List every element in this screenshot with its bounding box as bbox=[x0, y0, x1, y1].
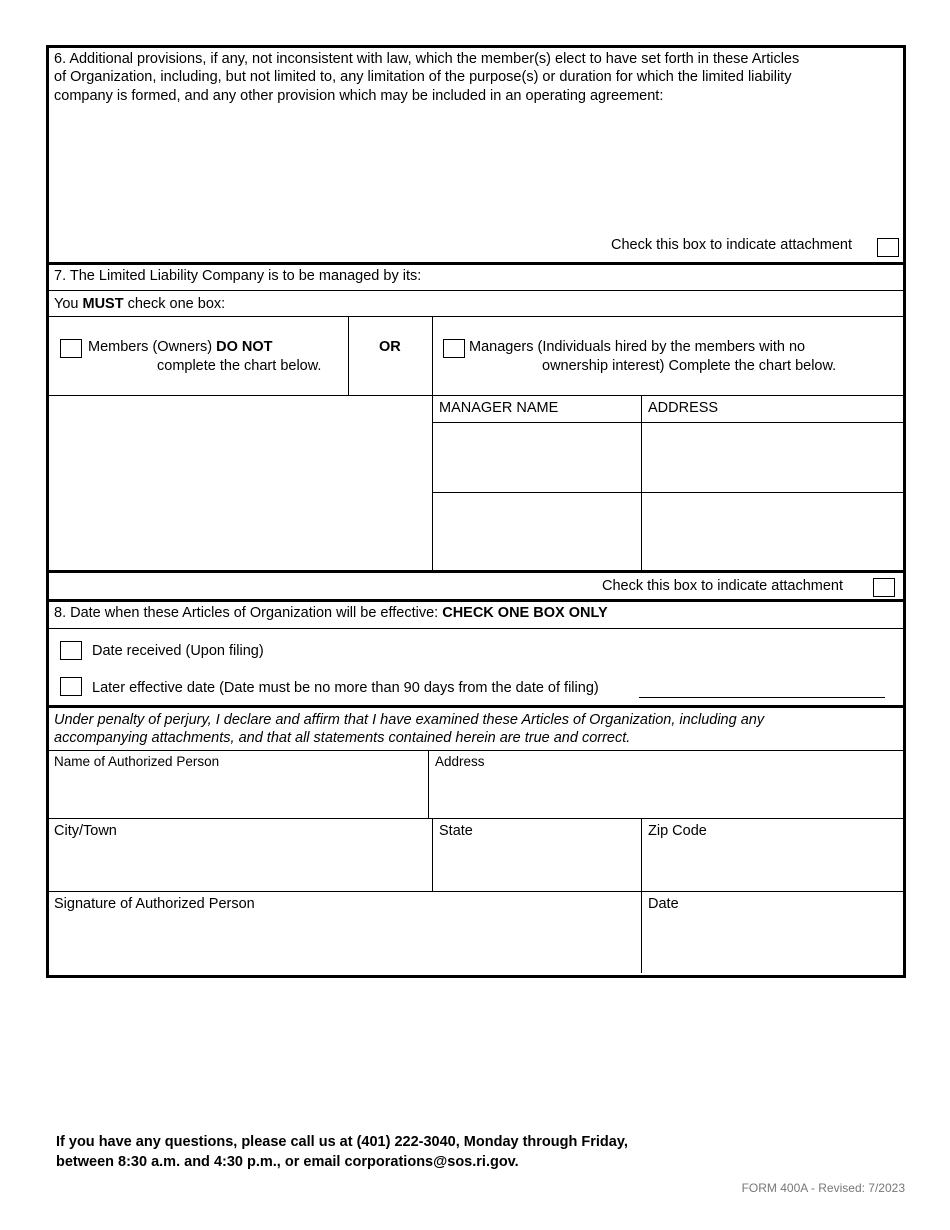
declaration-line2: accompanying attachments, and that all statements contained herein are true and correct. bbox=[54, 730, 631, 746]
later-date-checkbox[interactable] bbox=[60, 677, 82, 696]
col-header-address: ADDRESS bbox=[648, 400, 719, 416]
divider bbox=[49, 628, 903, 629]
members-label: Members (Owners) DO NOT bbox=[88, 339, 273, 355]
city-town-input[interactable] bbox=[54, 845, 430, 887]
divider bbox=[49, 705, 903, 708]
divider bbox=[49, 818, 903, 819]
date-received-label: Date received (Upon filing) bbox=[92, 643, 264, 659]
name-of-authorized-person-label: Name of Authorized Person bbox=[54, 754, 220, 769]
manager-name-input-1[interactable] bbox=[438, 430, 640, 486]
signature-label: Signature of Authorized Person bbox=[54, 896, 255, 912]
signature-date-input[interactable] bbox=[647, 918, 901, 966]
manager-address-input-1[interactable] bbox=[647, 430, 901, 486]
divider bbox=[49, 290, 903, 291]
divider bbox=[348, 316, 349, 395]
members-label-line2: complete the chart below. bbox=[157, 358, 322, 374]
manager-address-input-2[interactable] bbox=[647, 500, 901, 564]
state-input[interactable] bbox=[438, 845, 640, 887]
section6-provisions-input[interactable] bbox=[54, 110, 898, 232]
later-date-input[interactable] bbox=[639, 679, 885, 698]
section6-attachment-label: Check this box to indicate attachment bbox=[611, 237, 852, 253]
divider bbox=[49, 262, 903, 265]
managers-label-line1: Managers (Individuals hired by the members with no bbox=[469, 339, 806, 355]
signature-input[interactable] bbox=[54, 918, 638, 966]
authorized-person-name-input[interactable] bbox=[54, 774, 426, 814]
section7-heading: 7. The Limited Liability Company is to be managed by its: bbox=[54, 268, 422, 284]
divider bbox=[49, 570, 903, 573]
section7-attachment-label: Check this box to indicate attachment bbox=[602, 578, 843, 594]
address-label: Address bbox=[435, 754, 485, 769]
zip-code-label: Zip Code bbox=[648, 823, 707, 839]
divider bbox=[432, 492, 903, 493]
date-label: Date bbox=[648, 896, 679, 912]
divider bbox=[49, 395, 903, 396]
section6-text-line2: of Organization, including, but not limited to, any limitation of the purpose(s) or duration for which the limited liability bbox=[54, 69, 792, 85]
section6-text-line3: company is formed, and any other provision which may be included in an operating agreement: bbox=[54, 88, 664, 104]
members-checkbox[interactable] bbox=[60, 339, 82, 358]
zip-code-input[interactable] bbox=[647, 845, 901, 887]
state-label: State bbox=[439, 823, 473, 839]
section7-attachment-checkbox[interactable] bbox=[873, 578, 895, 597]
divider bbox=[49, 316, 903, 317]
divider bbox=[428, 750, 429, 818]
divider bbox=[432, 422, 903, 423]
manager-name-input-2[interactable] bbox=[438, 500, 640, 564]
divider bbox=[49, 599, 903, 602]
divider bbox=[49, 891, 903, 892]
divider bbox=[641, 818, 642, 973]
declaration-line1: Under penalty of perjury, I declare and affirm that I have examined these Articles of Organization, including any bbox=[54, 712, 765, 728]
section6-attachment-checkbox[interactable] bbox=[877, 238, 899, 257]
section7-must-check-text: You MUST check one box: bbox=[54, 296, 226, 312]
date-received-checkbox[interactable] bbox=[60, 641, 82, 660]
form-number: FORM 400A - Revised: 7/2023 bbox=[741, 1181, 905, 1195]
section6-text-line1: 6. Additional provisions, if any, not inconsistent with law, which the member(s) elect to have set forth in these Articles bbox=[54, 51, 800, 67]
city-town-label: City/Town bbox=[54, 823, 117, 839]
divider bbox=[49, 750, 903, 751]
managers-label-line2: ownership interest) Complete the chart below. bbox=[542, 358, 837, 374]
col-header-manager-name: MANAGER NAME bbox=[439, 400, 559, 416]
contact-line2: between 8:30 a.m. and 4:30 p.m., or email corporations@sos.ri.gov. bbox=[56, 1153, 519, 1170]
divider bbox=[432, 818, 433, 891]
section8-heading: 8. Date when these Articles of Organization will be effective: CHECK ONE BOX ONLY bbox=[54, 605, 608, 621]
contact-info bbox=[56, 1133, 628, 1172]
or-label: OR bbox=[379, 339, 401, 355]
managers-checkbox[interactable] bbox=[443, 339, 465, 358]
later-date-label: Later effective date (Date must be no more than 90 days from the date of filing) bbox=[92, 680, 599, 696]
divider bbox=[432, 316, 433, 571]
contact-line1: If you have any questions, please call us at (401) 222-3040, Monday through Friday, bbox=[56, 1134, 628, 1150]
authorized-person-address-input[interactable] bbox=[434, 774, 900, 814]
